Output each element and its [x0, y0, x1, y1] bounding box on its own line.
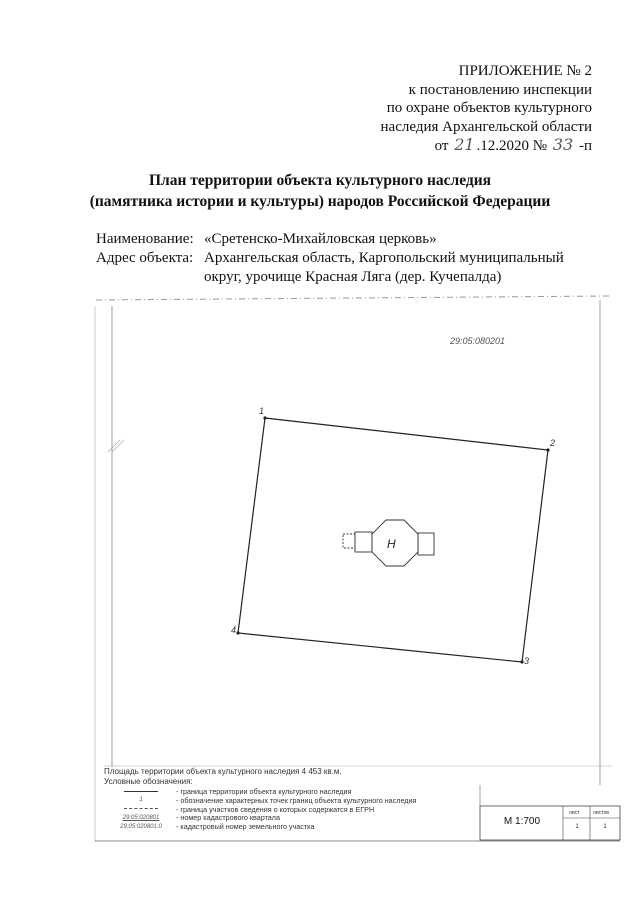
name-label: Наименование:: [96, 231, 194, 247]
legend-symbol-parcel-number: [106, 822, 176, 831]
sheet-value: 1: [575, 824, 579, 830]
date-day-handwritten: 21: [454, 135, 475, 154]
point-label-2: 2: [550, 438, 556, 448]
legend-text: - кадастровый номер земельного участка: [176, 822, 315, 832]
legend-item: [106, 787, 486, 796]
sheets-value: 1: [603, 824, 607, 830]
scale-label: М 1:700: [503, 816, 541, 827]
legend-title: Условные обозначения:: [104, 777, 193, 786]
boundary-point-1: [263, 416, 266, 419]
legend-symbol-cadastral-block: [106, 813, 176, 822]
legend-symbol-boundary: [106, 787, 176, 796]
date-prefix: от: [434, 138, 449, 154]
legend-text: - номер кадастрового квартала: [176, 813, 280, 823]
church-annex-east: [418, 533, 434, 555]
sheet-header: лист: [569, 810, 580, 816]
decree-number-handwritten: 33: [552, 135, 574, 154]
legend-item: [106, 805, 486, 814]
sheets-header: листов: [593, 810, 609, 816]
legend-symbol-parcel-boundary: [106, 805, 176, 814]
legend: [106, 787, 486, 831]
name-value: «Сретенско-Михайловская церковь»: [204, 231, 437, 247]
date-rest: .12.2020 №: [476, 138, 548, 154]
boundary-point-2: [546, 448, 549, 451]
appendix-line: наследия Архангельской области: [380, 118, 592, 135]
legend-text: - граница участков сведения о которых содержатся в ЕГРН: [176, 804, 375, 814]
church-porch: [343, 534, 355, 548]
point-label-1: 1: [259, 406, 265, 416]
legend-symbol-cadastral-block-text: 29:05:020801: [122, 814, 160, 821]
legend-item: [106, 822, 486, 831]
legend-item: [106, 796, 486, 805]
legend-text: - обозначение характерных точек границ объекта культурного наследия: [176, 795, 417, 805]
cadastral-block-label: 29:05:080201: [450, 336, 506, 346]
building-label: Н: [387, 537, 396, 551]
church-annex-west: [355, 532, 372, 552]
point-label-4: 4: [231, 625, 237, 635]
address-label: Адрес объекта:: [96, 250, 194, 266]
appendix-line: по охране объектов культурного: [386, 100, 592, 116]
decree-suffix: -п: [578, 138, 592, 154]
legend-item: [106, 813, 486, 822]
appendix-line: к постановлению инспекции: [408, 81, 592, 98]
legend-text: - граница территории объекта культурного наследия: [176, 786, 352, 796]
area-text: Площадь территории объекта культурного наследия 4 453 кв.м.: [104, 767, 342, 776]
title-line-1: План территории объекта культурного наследия: [148, 172, 492, 189]
point-label-3: 3: [524, 656, 530, 666]
legend-symbol-point-number: 1: [139, 797, 143, 804]
address-value: Архангельская область, Каргопольский муниципальный округ, урочище Красная Ляга (дер. Кучепалда): [204, 250, 564, 285]
boundary-point-4: [236, 631, 239, 634]
appendix-title: ПРИЛОЖЕНИЕ № 2: [458, 63, 592, 79]
frame-top-line: [96, 296, 610, 300]
legend-symbol-parcel-number-text: 29:05:020801:0: [120, 823, 162, 830]
legend-symbol-point: [106, 796, 176, 805]
title-line-2: (памятника истории и культуры) народов Российской Федерации: [89, 193, 551, 210]
